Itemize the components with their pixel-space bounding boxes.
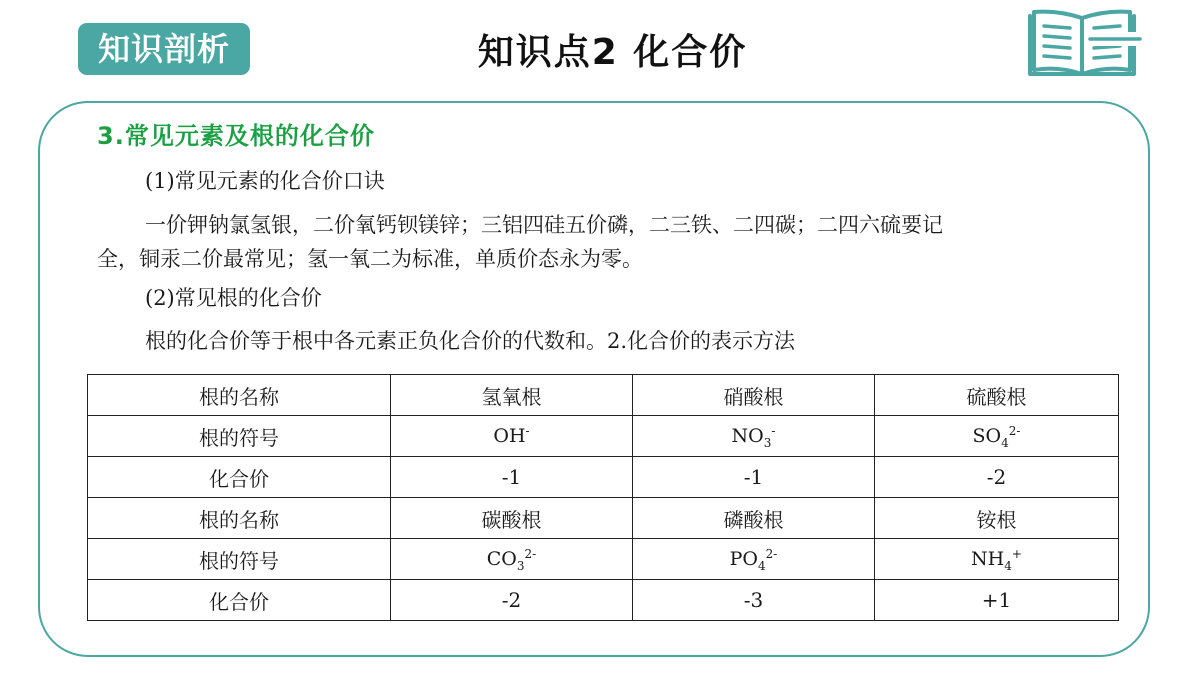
formula-charge: + bbox=[1011, 546, 1022, 561]
formula-charge: - bbox=[771, 423, 776, 438]
valence-cell: -3 bbox=[633, 580, 875, 621]
row-header-cell: 根的名称 bbox=[88, 498, 391, 539]
radical-symbol-cell bbox=[633, 416, 875, 457]
formula-base: SO bbox=[972, 424, 1002, 447]
valence-cell: -1 bbox=[633, 457, 875, 498]
formula-base: PO bbox=[729, 547, 759, 570]
row-header-cell: 化合价 bbox=[88, 580, 391, 621]
row-header-cell: 根的符号 bbox=[88, 539, 391, 580]
radical-symbol-cell bbox=[875, 539, 1119, 580]
subheading-element-valence: (1)常见元素的化合价口诀 bbox=[145, 169, 385, 193]
radical-name-cell: 磷酸根 bbox=[633, 498, 875, 539]
formula-subscript: 4 bbox=[1004, 558, 1012, 573]
radical-name-cell: 硫酸根 bbox=[875, 375, 1119, 416]
book-icon bbox=[1024, 8, 1142, 80]
section-heading: 3.常见元素及根的化合价 bbox=[97, 122, 375, 150]
radical-name-cell: 碳酸根 bbox=[391, 498, 633, 539]
radical-symbol-cell bbox=[391, 416, 633, 457]
radical-symbol-cell bbox=[875, 416, 1119, 457]
valence-cell: +1 bbox=[875, 580, 1119, 621]
radical-symbol-cell bbox=[391, 539, 633, 580]
formula-charge: 2- bbox=[1008, 423, 1021, 438]
radical-name-cell: 铵根 bbox=[875, 498, 1119, 539]
valence-cell: -2 bbox=[875, 457, 1119, 498]
formula-subscript: 3 bbox=[516, 558, 525, 573]
formula-subscript: 4 bbox=[1001, 435, 1009, 450]
subheading-radical-valence: (2)常见根的化合价 bbox=[145, 286, 322, 310]
table-row bbox=[88, 498, 1119, 539]
radical-symbol-cell bbox=[633, 539, 875, 580]
radical-name-cell: 氢氧根 bbox=[391, 375, 633, 416]
radical-name-cell: 硝酸根 bbox=[633, 375, 875, 416]
formula-base: CO bbox=[486, 547, 517, 570]
table-row bbox=[88, 416, 1119, 457]
formula-charge: - bbox=[525, 423, 530, 438]
row-header-cell: 化合价 bbox=[88, 457, 391, 498]
mnemonic-line-1: 一价钾钠氯氢银，二价氧钙钡镁锌；三铝四硅五价磷，二三铁、二四碳；二四六硫要记 bbox=[145, 213, 943, 237]
table-row bbox=[88, 375, 1119, 416]
formula-subscript: 4 bbox=[758, 558, 766, 573]
section-badge: 知识剖析 bbox=[78, 23, 250, 75]
formula-base: NO bbox=[731, 424, 764, 447]
radical-valence-table bbox=[87, 374, 1119, 621]
valence-cell: -2 bbox=[391, 580, 633, 621]
formula-charge: 2- bbox=[524, 546, 537, 561]
radical-rule-text: 根的化合价等于根中各元素正负化合价的代数和。2.化合价的表示方法 bbox=[145, 329, 796, 353]
row-header-cell: 根的符号 bbox=[88, 416, 391, 457]
valence-cell: -1 bbox=[391, 457, 633, 498]
table-row bbox=[88, 539, 1119, 580]
formula-base: NH bbox=[971, 547, 1005, 570]
table-row bbox=[88, 580, 1119, 621]
formula-subscript: 3 bbox=[763, 435, 772, 450]
page-title: 知识点2 化合价 bbox=[477, 32, 748, 73]
mnemonic-line-2: 全，铜汞二价最常见；氢一氧二为标准，单质价态永为零。 bbox=[97, 247, 643, 271]
row-header-cell: 根的名称 bbox=[88, 375, 391, 416]
table-row bbox=[88, 457, 1119, 498]
formula-charge: 2- bbox=[765, 546, 778, 561]
formula-base: OH bbox=[493, 424, 526, 447]
